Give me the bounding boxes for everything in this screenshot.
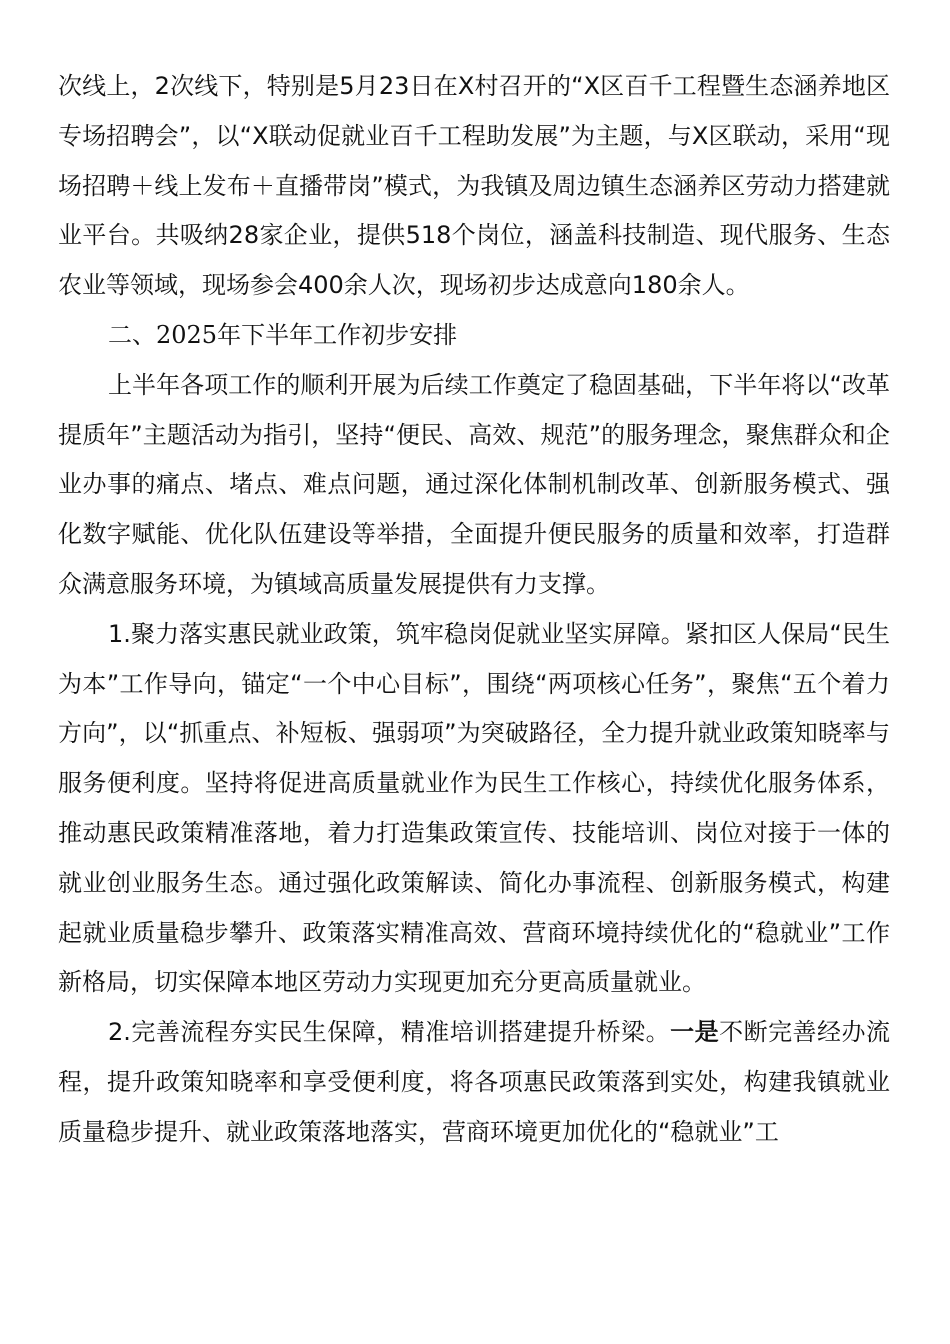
bold-marker-first: 一是 [670,1018,720,1047]
document-body [58,62,890,1158]
paragraph-second-half-overview: 上半年各项工作的顺利开展为后续工作奠定了稳固基础，下半年将以“改革提质年”主题活动为指引，坚持“便民、高效、规范”的服务理念，聚焦群众和企业办事的痛点、堵点、难点问题，通过深化体制机制改革、创新服务模式、强化数字赋能、优化队伍建设等举措，全面提升便民服务的质量和效率，打造群众满意服务环境，为镇域高质量发展提供有力支撑。 [58,370,890,598]
section-heading-second-half-plan: 二、2025年下半年工作初步安排 [108,320,458,349]
paragraph-lead-sentence: 2.完善流程夯实民生保障，精准培训搭建提升桥梁。 [108,1018,671,1047]
paragraph-employment-policy: 1.聚力落实惠民就业政策，筑牢稳岗促就业坚实屏障。紧扣区人保局“民生为本”工作导向，锚定“一个中心目标”，围绕“两项核心任务”，聚焦“五个着力方向”，以“抓重点、补短板、强弱项”为突破路径，全力提升就业政策知晓率与服务便利度。坚持将促进高质量就业作为民生工作核心，持续优化服务体系，推动惠民政策精准落地，着力打造集政策宣传、技能培训、岗位对接于一体的就业创业服务生态。通过强化政策解读、简化办事流程、创新服务模式，构建起就业质量稳步攀升、政策落实精准高效、营商环境持续优化的“稳就业”工作新格局，切实保障本地区劳动力实现更加充分更高质量就业。 [58,619,890,997]
paragraph-body-text: 不断完善经办流程，提升政策知晓率和享受便利度，将各项惠民政策落到实处，构建我镇就业质量稳步提升、就业政策落地落实，营商环境更加优化的“稳就业”工 [58,1018,891,1146]
paragraph-recruitment-fair: 次线上，2次线下，特别是5月23日在X村召开的“X区百千工程暨生态涵养地区专场招聘会”，以“X联动促就业百千工程助发展”为主题，与X区联动，采用“现场招聘＋线上发布＋直播带岗”模式，为我镇及周边镇生态涵养区劳动力搭建就业平台。共吸纳28家企业，提供518个岗位，涵盖科技制造、现代服务、生态农业等领域，现场参会400余人次，现场初步达成意向180余人。 [58,72,890,300]
paragraph-process-training [58,1008,890,1157]
